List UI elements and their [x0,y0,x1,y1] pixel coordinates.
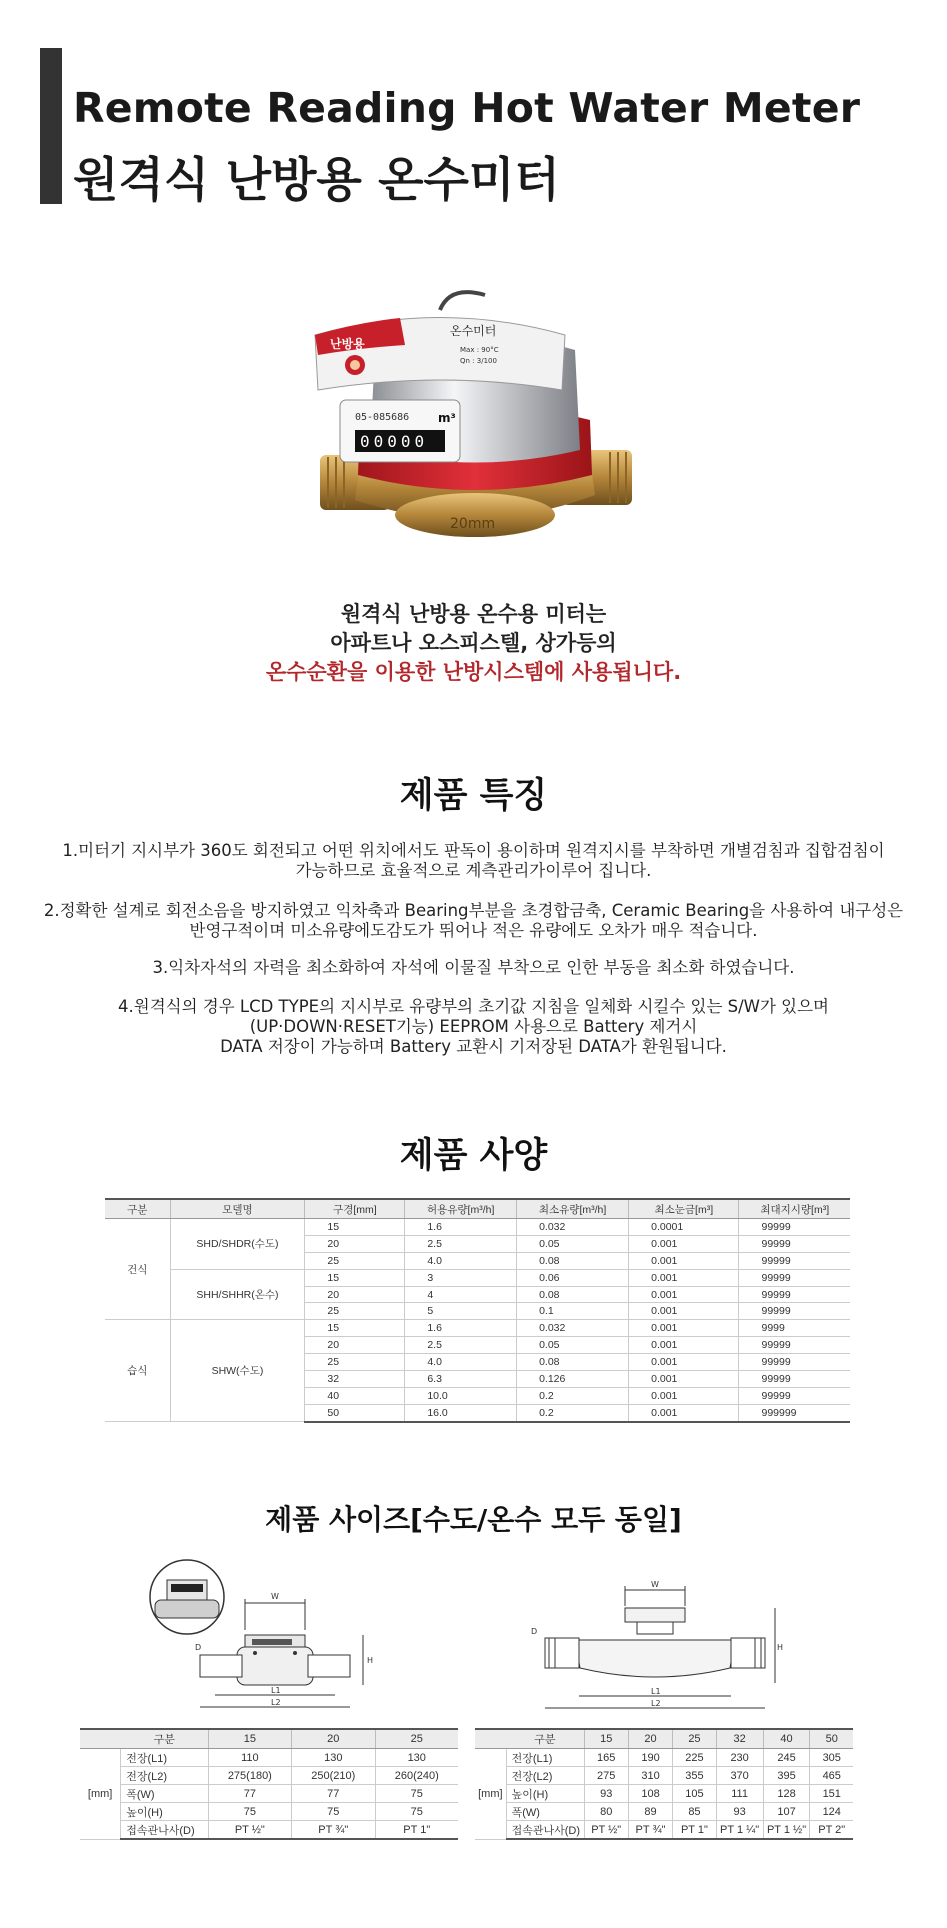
feature-item-1: 1.미터기 지시부가 360도 회전되고 어떤 위치에서도 판독이 용이하며 원격지시를 부착하면 개별검침과 집합검침이 가능하므로 효율적으로 계측관리가이루어 집니다. [62,841,885,880]
spec-value-cell: 99999 [739,1354,850,1371]
size-value-cell: 89 [628,1803,672,1821]
size-value-cell: 260(240) [375,1767,458,1785]
size-value-cell: 128 [763,1785,810,1803]
size-value-cell: 395 [763,1767,810,1785]
size-value-cell: PT ¾" [292,1821,375,1840]
size-label-cell: 폭(W) [121,1785,208,1803]
page-title-en: Remote Reading Hot Water Meter [73,84,861,132]
features-title: 제품 특징 [399,776,548,816]
size-value-cell: 130 [292,1749,375,1767]
spec-value-cell: 20 [305,1286,405,1303]
size-label-cell: 높이(H) [506,1785,584,1803]
size-row [80,1821,458,1840]
size-label-cell: 폭(W) [506,1803,584,1821]
spec-header-cell: 최대지시량[m³] [739,1199,850,1219]
spec-value-cell: 0.001 [629,1286,739,1303]
size-table-left [80,1728,458,1840]
spec-value-cell: 32 [305,1371,405,1388]
size-value-cell: 355 [673,1767,716,1785]
spec-header-cell: 허용유량[m³/h] [405,1199,517,1219]
size-row [80,1785,458,1803]
spec-value-cell: 25 [305,1303,405,1320]
spec-value-cell: 99999 [739,1219,850,1236]
label-max-text: Max : 90°C [460,346,499,354]
spec-value-cell: 10.0 [405,1387,517,1404]
size-title: 제품 사이즈[수도/온수 모두 동일] [265,1503,682,1536]
spec-header-row [105,1199,850,1219]
spec-value-cell: 0.2 [517,1404,629,1421]
spec-value-cell: 0.032 [517,1320,629,1337]
spec-value-cell: 0.1 [517,1303,629,1320]
spec-value-cell: 20 [305,1235,405,1252]
spec-value-cell: 0.08 [517,1354,629,1371]
spec-value-cell: 0.0001 [629,1219,739,1236]
size-value-cell: 77 [208,1785,291,1803]
size-value-cell: PT 1" [375,1821,458,1840]
spec-value-cell: 0.001 [629,1320,739,1337]
size-header-cell: 구분 [121,1729,208,1749]
spec-header-cell: 구경[mm] [305,1199,405,1219]
size-value-cell: 130 [375,1749,458,1767]
size-value-cell: 230 [716,1749,763,1767]
size-drawing-right [525,1578,785,1718]
spec-value-cell: 999999 [739,1404,850,1421]
spec-value-cell: 99999 [739,1371,850,1388]
size-row [475,1767,853,1785]
size-row [475,1785,853,1803]
size-row [475,1803,853,1821]
spec-value-cell: 0.001 [629,1303,739,1320]
spec-value-cell: 0.001 [629,1371,739,1388]
spec-value-cell: 0.001 [629,1252,739,1269]
size-value-cell: 124 [810,1803,853,1821]
spec-model-cell: SHH/SHHR(온수) [170,1269,305,1320]
size-value-cell: 225 [673,1749,716,1767]
size-value-cell: 275(180) [208,1767,291,1785]
size-header-cell: 구분 [506,1729,584,1749]
dim-d-label: D [531,1627,538,1636]
size-label-cell: 접속관나사(D) [121,1821,208,1840]
size-value-cell: 85 [673,1803,716,1821]
size-value-cell: 75 [208,1803,291,1821]
spec-group-cell: 습식 [105,1320,170,1422]
size-label-cell: 전장(L1) [506,1749,584,1767]
size-value-cell: 93 [716,1803,763,1821]
spec-row [105,1269,850,1286]
size-value-cell: 93 [584,1785,628,1803]
size-value-cell: 370 [716,1767,763,1785]
spec-model-cell: SHW(수도) [170,1320,305,1422]
size-table-right [475,1728,853,1840]
size-value-cell: PT ½" [208,1821,291,1840]
meter-unit-text: m³ [438,411,456,425]
feature-item-4: 4.원격식의 경우 LCD TYPE의 지시부로 유량부의 초기값 지침을 일체화 시킬수 있는 S/W가 있으며 (UP·DOWN·RESET기능) EEPROM 사용으로 Battery 제거시 DATA 저장이 가능하며 Battery 교환시 기저장된 DATA가 환원됩니다. [118,997,829,1056]
spec-value-cell: 0.001 [629,1404,739,1421]
spec-value-cell: 99999 [739,1337,850,1354]
size-value-cell: 111 [716,1785,763,1803]
size-value-cell: 245 [763,1749,810,1767]
size-row [475,1821,853,1840]
size-header-cell: 25 [673,1729,716,1749]
spec-value-cell: 0.06 [517,1269,629,1286]
spec-value-cell: 2.5 [405,1235,517,1252]
size-header-cell: 15 [208,1729,291,1749]
spec-value-cell: 0.001 [629,1387,739,1404]
size-header-row [475,1729,853,1749]
spec-header-cell: 최소눈금[m³] [629,1199,739,1219]
dim-w-label: W [271,1592,279,1601]
spec-value-cell: 6.3 [405,1371,517,1388]
size-label-cell: 전장(L2) [121,1767,208,1785]
label-qn-text: Qn : 3/100 [460,357,497,365]
size-value-cell: 75 [375,1803,458,1821]
spec-value-cell: 1.6 [405,1320,517,1337]
spec-value-cell: 25 [305,1354,405,1371]
spec-value-cell: 4.0 [405,1354,517,1371]
spec-value-cell: 0.2 [517,1387,629,1404]
spec-value-cell: 0.126 [517,1371,629,1388]
spec-value-cell: 99999 [739,1303,850,1320]
spec-row [105,1320,850,1337]
size-value-cell: 107 [763,1803,810,1821]
spec-value-cell: 15 [305,1269,405,1286]
dim-h-label: H [777,1643,784,1652]
size-value-cell: PT 2" [810,1821,853,1840]
size-value-cell: 75 [375,1785,458,1803]
size-value-cell: 151 [810,1785,853,1803]
spec-value-cell: 0.001 [629,1235,739,1252]
intro-line-3: 온수순환을 이용한 난방시스템에 사용됩니다. [265,660,682,684]
size-value-cell: 105 [673,1785,716,1803]
spec-row [105,1219,850,1236]
size-label-cell: 전장(L2) [506,1767,584,1785]
spec-group-cell: 건식 [105,1219,170,1320]
spec-value-cell: 0.05 [517,1235,629,1252]
spec-value-cell: 99999 [739,1252,850,1269]
size-value-cell: 110 [208,1749,291,1767]
spec-title: 제품 사양 [399,1136,548,1176]
dim-l1-label: L1 [271,1686,281,1695]
feature-item-3: 3.익차자석의 자력을 최소화하여 자석에 이물질 부착으로 인한 부동을 최소화 하였습니다. [152,958,795,977]
spec-table [105,1198,850,1423]
size-value-cell: PT 1 ½" [763,1821,810,1840]
size-value-cell: PT 1 ¼" [716,1821,763,1840]
spec-value-cell: 0.001 [629,1269,739,1286]
size-row [80,1767,458,1785]
dim-l2-label: L2 [651,1699,661,1708]
spec-value-cell: 99999 [739,1269,850,1286]
spec-value-cell: 0.001 [629,1354,739,1371]
spec-value-cell: 0.001 [629,1337,739,1354]
label-heating-text: 난방용 [330,337,365,351]
spec-value-cell: 99999 [739,1387,850,1404]
size-label-cell: 접속관나사(D) [506,1821,584,1840]
spec-header-cell: 최소유량[m³/h] [517,1199,629,1219]
meter-counter-text: 00000 [360,432,429,451]
spec-value-cell: 9999 [739,1320,850,1337]
spec-value-cell: 0.032 [517,1219,629,1236]
size-value-cell: 250(210) [292,1767,375,1785]
spec-value-cell: 0.05 [517,1337,629,1354]
spec-value-cell: 20 [305,1337,405,1354]
size-row [80,1749,458,1767]
spec-value-cell: 99999 [739,1235,850,1252]
size-header-row [80,1729,458,1749]
size-drawing-left [145,1555,385,1715]
water-meter-photo [300,290,650,560]
dim-w-label: W [651,1580,659,1589]
spec-value-cell: 0.08 [517,1252,629,1269]
size-value-cell: 190 [628,1749,672,1767]
size-header-cell: 50 [810,1729,853,1749]
size-row [80,1803,458,1821]
spec-value-cell: 50 [305,1404,405,1421]
spec-value-cell: 4 [405,1286,517,1303]
spec-value-cell: 15 [305,1320,405,1337]
size-label-cell: 전장(L1) [121,1749,208,1767]
size-value-cell: 77 [292,1785,375,1803]
spec-value-cell: 25 [305,1252,405,1269]
size-unit-cell: [mm] [80,1749,121,1840]
spec-value-cell: 3 [405,1269,517,1286]
size-header-cell: 20 [628,1729,672,1749]
spec-value-cell: 15 [305,1219,405,1236]
spec-value-cell: 5 [405,1303,517,1320]
body-mark-text: 20mm [450,516,496,532]
intro-line-2: 아파트나 오스피스텔, 상가등의 [330,631,617,655]
dim-h-label: H [367,1656,374,1665]
size-unit-cell: [mm] [475,1749,506,1840]
intro-text [0,600,947,687]
size-header-cell: 32 [716,1729,763,1749]
size-value-cell: 80 [584,1803,628,1821]
title-accent-bar [40,48,62,204]
size-value-cell: 275 [584,1767,628,1785]
size-value-cell: PT ½" [584,1821,628,1840]
spec-header-cell: 구분 [105,1199,170,1219]
spec-value-cell: 1.6 [405,1219,517,1236]
size-header-cell: 15 [584,1729,628,1749]
spec-value-cell: 0.08 [517,1286,629,1303]
size-value-cell: 75 [292,1803,375,1821]
spec-value-cell: 99999 [739,1286,850,1303]
spec-value-cell: 4.0 [405,1252,517,1269]
size-header-cell: 20 [292,1729,375,1749]
spec-value-cell: 16.0 [405,1404,517,1421]
size-header-cell: 25 [375,1729,458,1749]
size-value-cell: 165 [584,1749,628,1767]
spec-value-cell: 2.5 [405,1337,517,1354]
spec-header-cell: 모델명 [170,1199,305,1219]
size-value-cell: 108 [628,1785,672,1803]
feature-item-2: 2.정확한 설계로 회전소음을 방지하였고 익차축과 Bearing부분을 초경합금축, Ceramic Bearing을 사용하여 내구성은 반영구적이며 미소유량에도감도가 뛰어나 적은 유량에도 오차가 매우 적습니다. [43,901,904,940]
size-label-cell: 높이(H) [121,1803,208,1821]
size-value-cell: 310 [628,1767,672,1785]
size-header-cell: 40 [763,1729,810,1749]
page-title-ko: 원격식 난방용 온수미터 [73,153,560,208]
size-value-cell: PT 1" [673,1821,716,1840]
label-meter-text: 온수미터 [450,324,497,338]
size-value-cell: PT ¾" [628,1821,672,1840]
size-row [475,1749,853,1767]
dim-d-label: D [195,1643,202,1652]
spec-model-cell: SHD/SHDR(수도) [170,1219,305,1270]
size-value-cell: 465 [810,1767,853,1785]
meter-serial-text: 05-085686 [355,412,410,423]
dim-l1-label: L1 [651,1687,661,1696]
intro-line-1: 원격식 난방용 온수용 미터는 [340,602,607,626]
dim-l2-label: L2 [271,1698,281,1707]
spec-value-cell: 40 [305,1387,405,1404]
size-value-cell: 305 [810,1749,853,1767]
